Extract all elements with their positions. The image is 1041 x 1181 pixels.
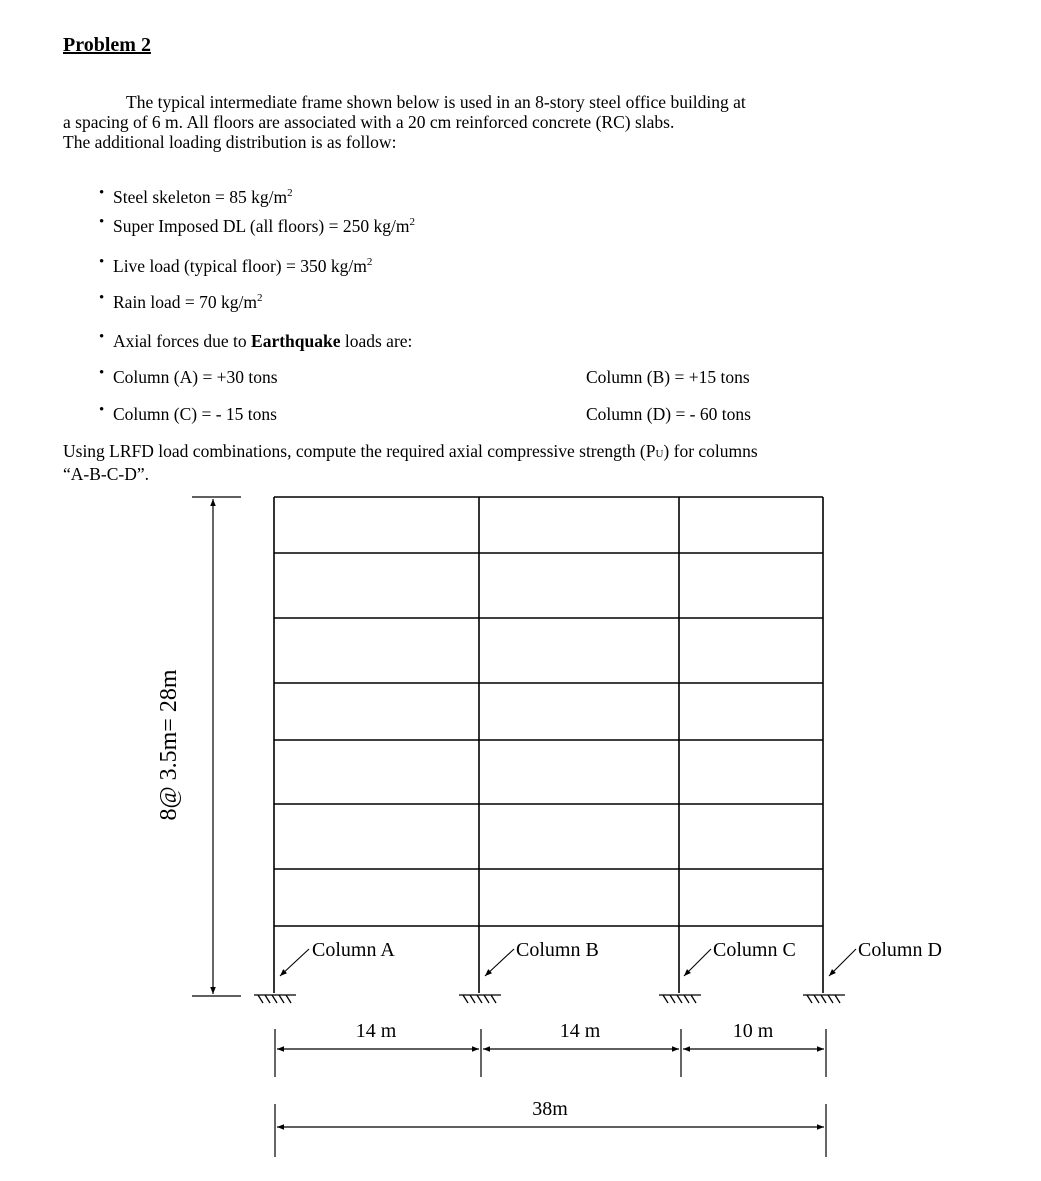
bullet-icon: • xyxy=(99,214,105,230)
intro-line-2: a spacing of 6 m. All floors are associated with a 20 cm reinforced concrete (RC) slabs. xyxy=(63,112,675,132)
fixed-support-icon xyxy=(459,995,501,1003)
axial-force-d: Column (D) = - 60 tons xyxy=(586,404,751,424)
bullet-icon: • xyxy=(99,329,105,345)
bay-label-2: 14 m xyxy=(559,1020,601,1042)
load-item-live: • Live load (typical floor) = 350 $kg/m^2$ xyxy=(99,254,373,276)
axial-force-a: • Column (A) = +30 tons xyxy=(99,365,278,387)
problem-title: Problem 2 xyxy=(63,34,151,56)
bullet-icon: • xyxy=(99,402,105,418)
load-item-superimposed: • Super Imposed DL (all floors) = 250 $kg/m^2$ xyxy=(99,214,415,236)
bullet-icon: • xyxy=(99,365,105,381)
intro-line-3: The additional loading distribution is as follow: xyxy=(63,132,397,152)
task-line-1: Using LRFD load combinations, compute the required axial compressive strength (PU) for columns xyxy=(63,441,758,461)
label-column-d: Column D xyxy=(858,939,942,961)
height-label: 8@ 3.5m= 28m xyxy=(156,669,182,821)
fixed-support-icon xyxy=(254,995,296,1003)
task-line-2: “A-B-C-D”. xyxy=(63,464,150,484)
bullet-icon: • xyxy=(99,185,105,201)
earthquake-heading: • Axial forces due to Earthquake loads are: xyxy=(99,329,413,351)
label-column-c: Column C xyxy=(713,939,796,961)
bay-label-3: 10 m xyxy=(732,1020,774,1042)
label-column-b: Column B xyxy=(516,939,599,961)
leader-column-b xyxy=(485,949,514,976)
bullet-icon: • xyxy=(99,290,105,306)
axial-force-b: Column (B) = +15 tons xyxy=(586,367,750,387)
fixed-support-icon xyxy=(803,995,845,1003)
axial-force-c: • Column (C) = - 15 tons xyxy=(99,402,277,424)
label-column-a: Column A xyxy=(312,939,395,961)
load-item-rain: • Rain load = 70 $kg/m^2$ xyxy=(99,290,263,312)
fixed-support-icon xyxy=(659,995,701,1003)
bullet-icon: • xyxy=(99,254,105,270)
bay-label-1: 14 m xyxy=(355,1020,397,1042)
fixed-supports xyxy=(254,995,845,1003)
total-width-label: 38m xyxy=(532,1098,568,1120)
load-item-steel: • Steel skeleton = 85 $kg/m^2$ xyxy=(99,185,293,207)
intro-line-1: The typical intermediate frame shown below is used in an 8-story steel office building at xyxy=(126,92,746,112)
leader-column-d xyxy=(829,949,856,976)
leader-column-a xyxy=(280,949,309,976)
leader-column-c xyxy=(684,949,711,976)
